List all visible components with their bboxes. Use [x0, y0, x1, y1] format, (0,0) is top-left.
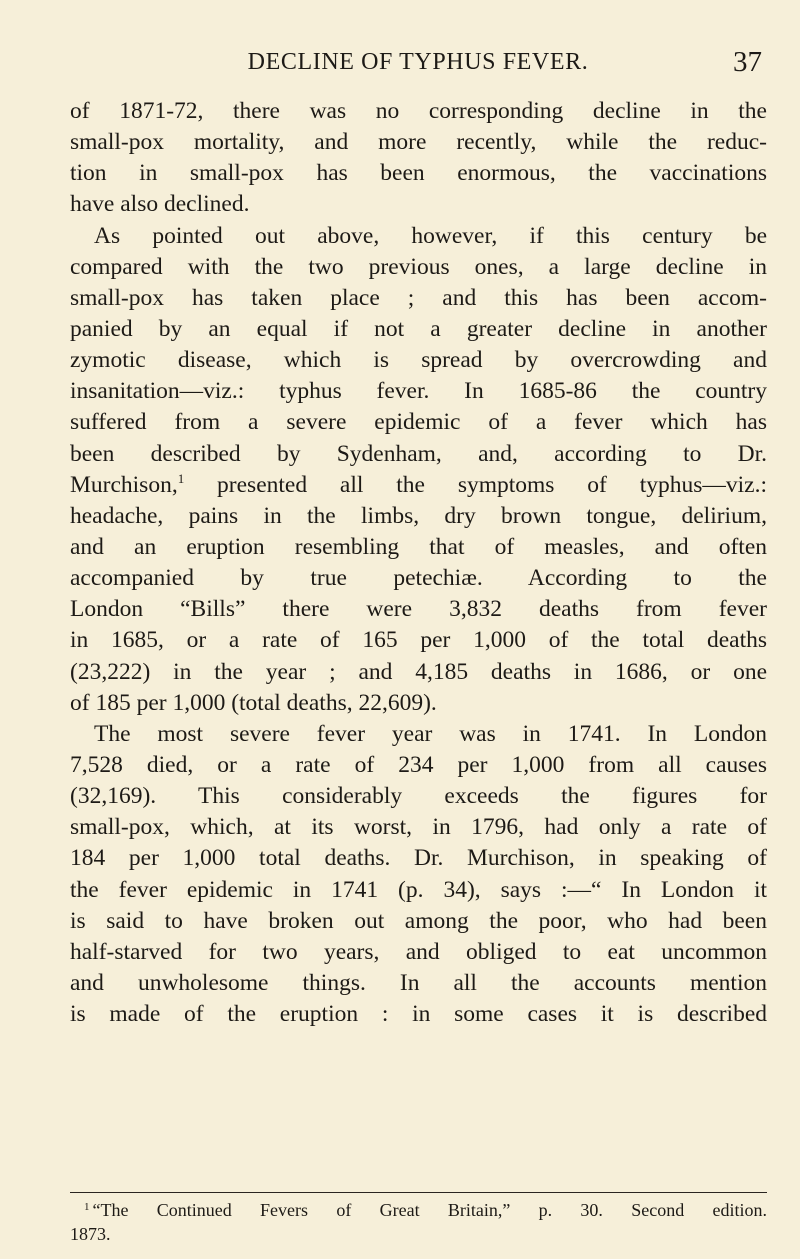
text-line: in 1685, or a rate of 165 per 1,000 of the total deaths [70, 627, 767, 654]
text-line: half-starved for two years, and obliged to eat uncommon [70, 938, 767, 965]
text-line: (32,169). This considerably exceeds the figures for [70, 783, 767, 810]
text-line: (23,222) in the year ; and 4,185 deaths in 1686, or one [70, 658, 767, 685]
footnote-text: “The Continued Fevers of Great Britain,” p. 30. Second edition. [92, 1200, 767, 1220]
footnote-reference: 1 [177, 470, 185, 486]
text-line: small-pox has taken place ; and this has been accom- [70, 284, 767, 311]
text-line: suffered from a severe epidemic of a fever which has [70, 409, 767, 436]
text-line: The most severe fever year was in 1741. In London [94, 720, 767, 747]
text-line: tion in small-pox has been enormous, the vaccinations [70, 160, 767, 187]
text-line: 7,528 died, or a rate of 234 per 1,000 from all causes [70, 751, 767, 778]
text-line: 184 per 1,000 total deaths. Dr. Murchison, in speaking of [70, 845, 767, 872]
text-line: zymotic disease, which is spread by overcrowding and [70, 347, 767, 374]
text-line: London “Bills” there were 3,832 deaths from fever [70, 596, 767, 623]
footnote [70, 1198, 767, 1246]
footnote-divider [70, 1192, 767, 1193]
text-line: is said to have broken out among the poor, who had been [70, 907, 767, 934]
page-number: 37 [733, 46, 762, 78]
footnote-line [70, 1198, 767, 1222]
text-line: and unwholesome things. In all the accounts mention [70, 969, 767, 996]
text-line: As pointed out above, however, if this century be [94, 222, 767, 249]
text-line: headache, pains in the limbs, dry brown tongue, delirium, [70, 502, 767, 529]
text-line: small-pox, which, at its worst, in 1796, had only a rate of [70, 814, 767, 841]
text-line: the fever epidemic in 1741 (p. 34), says :—“ In London it [70, 876, 767, 903]
text-line: accompanied by true petechiæ. According to the [70, 565, 767, 592]
text-line: is made of the eruption : in some cases it is described [70, 1001, 767, 1028]
text-line-with-footnote-ref [70, 470, 767, 501]
page-header [70, 44, 766, 80]
text-line: have also declined. [70, 191, 250, 218]
text-line: of 1871-72, there was no corresponding decline in the [70, 98, 767, 124]
text-line: been described by Sydenham, and, according to Dr. [70, 440, 767, 467]
text-line: panied by an equal if not a greater decline in another [70, 315, 767, 342]
running-title: DECLINE OF TYPHUS FEVER. [247, 49, 589, 75]
text-line: of 185 per 1,000 (total deaths, 22,609). [70, 689, 437, 716]
text-line: small-pox mortality, and more recently, while the reduc- [70, 129, 767, 156]
text-line: compared with the two previous ones, a large decline in [70, 253, 767, 280]
text-line: insanitation—viz.: typhus fever. In 1685-86 the country [70, 378, 767, 405]
text-line: and an eruption resembling that of measles, and often [70, 533, 767, 560]
footnote-line: 1873. [70, 1224, 111, 1244]
text-segment: presented all the symptoms of typhus—viz.: [217, 471, 767, 498]
footnote-marker: 1 [84, 1201, 90, 1213]
text-segment: Murchison, [70, 471, 178, 498]
body-text [70, 96, 767, 1030]
